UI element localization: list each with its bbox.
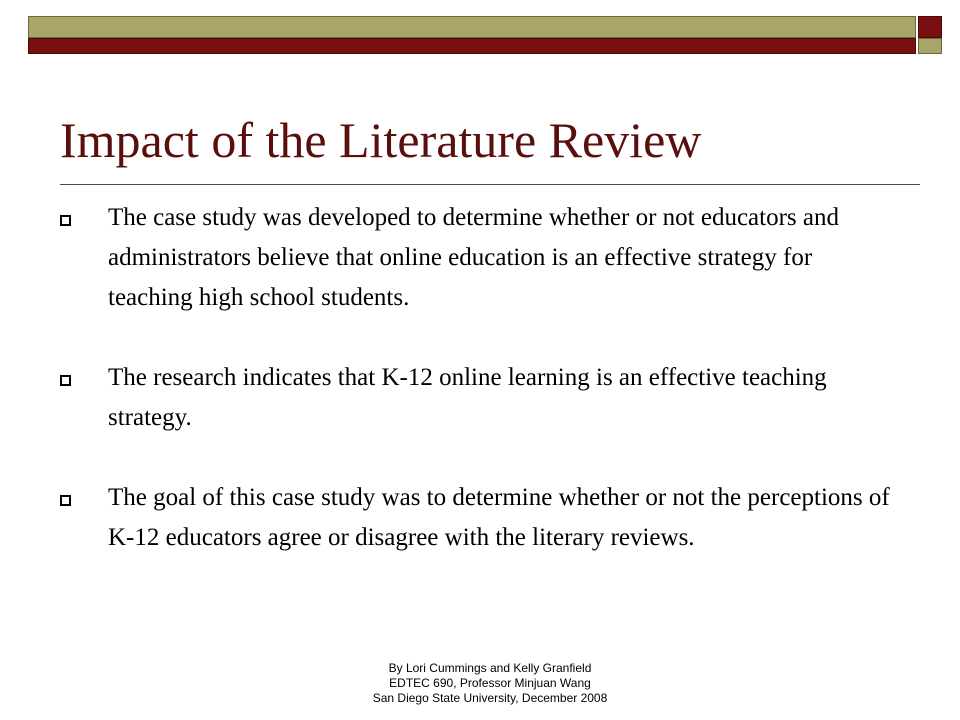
hollow-square-bullet-icon: [60, 215, 71, 226]
bullet-text: The goal of this case study was to determine whether or not the perceptions of K-12 educators agree or disagree with the literary reviews.: [108, 484, 890, 551]
bullet-item: [60, 198, 900, 318]
hollow-square-bullet-icon: [60, 495, 71, 506]
header-corner-olive-square: [918, 38, 942, 54]
bullet-text: The case study was developed to determine whether or not educators and administrators believe that online education is an effective strategy for teaching high school students.: [108, 204, 839, 311]
footer-course: EDTEC 690, Professor Minjuan Wang: [389, 676, 591, 690]
slide-title: Impact of the Literature Review: [60, 112, 702, 168]
header-band-olive: [28, 16, 916, 38]
slide-footer: [290, 661, 690, 706]
footer-institution-date: San Diego State University, December 2008: [372, 691, 608, 705]
bullet-item: [60, 358, 900, 438]
header-corner-red-square: [918, 16, 942, 38]
bullet-text: The research indicates that K-12 online learning is an effective teaching strategy.: [108, 364, 827, 431]
bullet-list: [60, 198, 900, 558]
bullet-item: [60, 478, 900, 558]
title-divider: [60, 184, 920, 185]
header-band-red: [28, 38, 916, 54]
footer-authors: By Lori Cummings and Kelly Granfield: [388, 661, 592, 675]
hollow-square-bullet-icon: [60, 375, 71, 386]
